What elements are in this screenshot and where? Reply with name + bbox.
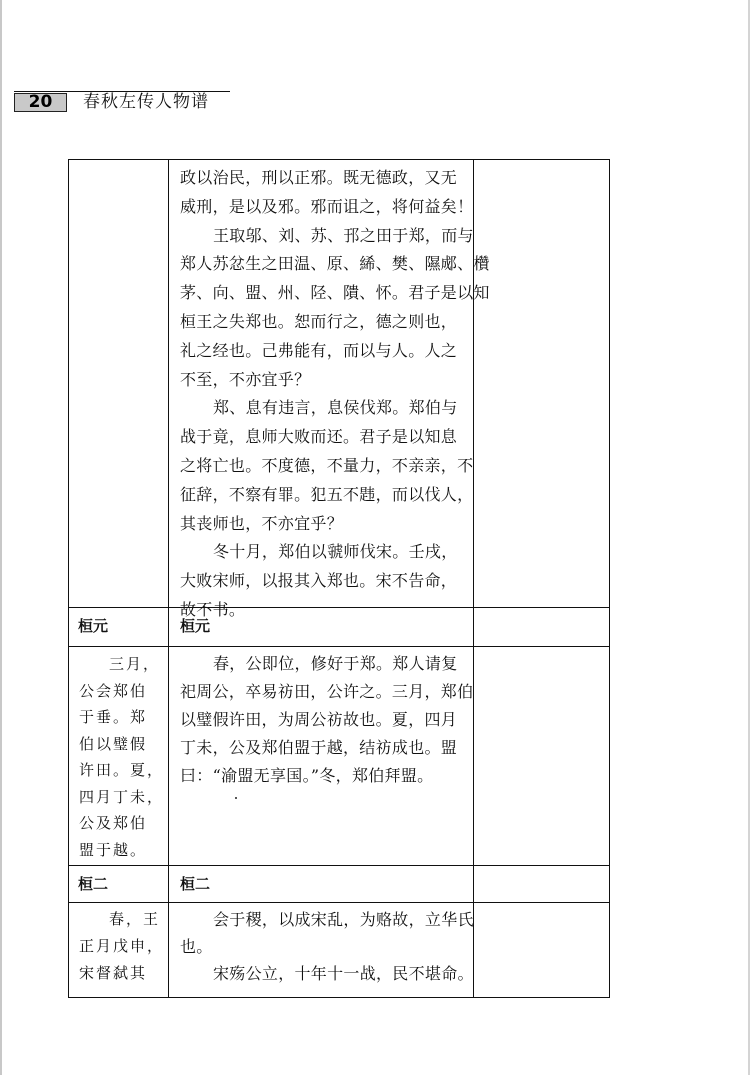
commentary-line: 郑人苏忿生之田温、原、絺、樊、隰郕、欑 bbox=[180, 254, 490, 274]
chronicle-line: 伯以璧假 bbox=[79, 734, 148, 753]
commentary-line: 祀周公，卒易祊田，公许之。三月，郑伯 bbox=[180, 682, 474, 701]
commentary-line: 威刑，是以及邪。邪而诅之，将何益矣！ bbox=[180, 196, 474, 216]
row-divider bbox=[69, 902, 609, 903]
chronicle-line: 于垂。郑 bbox=[79, 708, 148, 726]
chronicle-line: 盟于越。 bbox=[79, 840, 148, 859]
commentary-line: 丁未，公及郑伯盟于越，结祊成也。盟 bbox=[180, 738, 458, 757]
chronicle-line: 公会郑伯 bbox=[79, 681, 148, 700]
row-divider bbox=[69, 865, 609, 866]
page-number: 20 bbox=[14, 93, 67, 112]
reign-label-left: 桓元 bbox=[78, 617, 109, 635]
commentary-line: 之将亡也。不度德，不量力，不亲亲，不 bbox=[180, 455, 474, 475]
chronicle-line: 三月， bbox=[109, 655, 161, 673]
chronicle-line: 春，王 bbox=[109, 910, 161, 928]
commentary-line: 政以治民，刑以正邪。既无德政，又无 bbox=[180, 168, 458, 187]
page-edge-left bbox=[0, 0, 2, 1075]
column-divider-left bbox=[168, 160, 169, 997]
commentary-line: 王取邬、刘、苏、邘之田于郑，而与 bbox=[213, 225, 474, 245]
chronicle-cell bbox=[79, 906, 164, 987]
commentary-cell bbox=[180, 906, 474, 987]
book-title: 春秋左传人物谱 bbox=[83, 92, 209, 112]
commentary-cell bbox=[180, 164, 490, 625]
annal-table bbox=[68, 159, 610, 998]
commentary-line: 郑、息有违言，息侯伐郑。郑伯与 bbox=[213, 398, 458, 418]
commentary-line: 茅、向、盟、州、陉、隤、怀。君子是以知 bbox=[180, 283, 490, 303]
commentary-line: 其丧师也，不亦宜乎？ bbox=[180, 513, 344, 533]
commentary-line: 礼之经也。己弗能有，而以与人。人之 bbox=[180, 340, 458, 360]
commentary-line: 宋殇公立，十年十一战，民不堪命。 bbox=[213, 964, 474, 983]
commentary-line: 也。 bbox=[180, 937, 213, 956]
commentary-line: 春，公即位，修好于郑。郑人请复 bbox=[213, 654, 458, 673]
row-divider bbox=[69, 646, 609, 647]
commentary-line: 曰：“渝盟无享国。”冬，郑伯拜盟。 bbox=[180, 766, 434, 785]
commentary-line: 冬十月，郑伯以虢师伐宋。壬戌， bbox=[213, 542, 458, 562]
commentary-line: 大败宋师，以报其入郑也。宋不告命， bbox=[180, 571, 458, 591]
commentary-line: 以璧假许田，为周公祊故也。夏，四月 bbox=[180, 710, 458, 729]
chronicle-line: 正月戊申， bbox=[79, 937, 165, 955]
reign-label-right: 桓二 bbox=[180, 875, 211, 893]
running-head bbox=[14, 91, 230, 115]
print-speck bbox=[235, 797, 237, 799]
chronicle-line: 四月丁未， bbox=[79, 787, 165, 806]
commentary-line: 战于竟，息师大败而还。君子是以知息 bbox=[180, 427, 458, 447]
commentary-line: 不至，不亦宜乎？ bbox=[180, 369, 311, 389]
commentary-line: 故不书。 bbox=[180, 599, 246, 619]
commentary-line: 会于稷，以成宋乱，为赂故，立华氏 bbox=[213, 910, 474, 929]
chronicle-cell bbox=[79, 651, 164, 863]
commentary-cell bbox=[180, 650, 473, 790]
commentary-line: 征辞，不察有罪。犯五不韪，而以伐人， bbox=[180, 484, 474, 504]
chronicle-line: 许田。夏， bbox=[79, 761, 165, 779]
reign-label-right: 桓元 bbox=[180, 617, 211, 635]
chronicle-line: 宋督弑其 bbox=[79, 964, 148, 982]
commentary-line: 桓王之失郑也。恕而行之，德之则也， bbox=[180, 311, 458, 331]
chronicle-line: 公及郑伯 bbox=[79, 814, 148, 832]
reign-label-left: 桓二 bbox=[78, 875, 109, 893]
